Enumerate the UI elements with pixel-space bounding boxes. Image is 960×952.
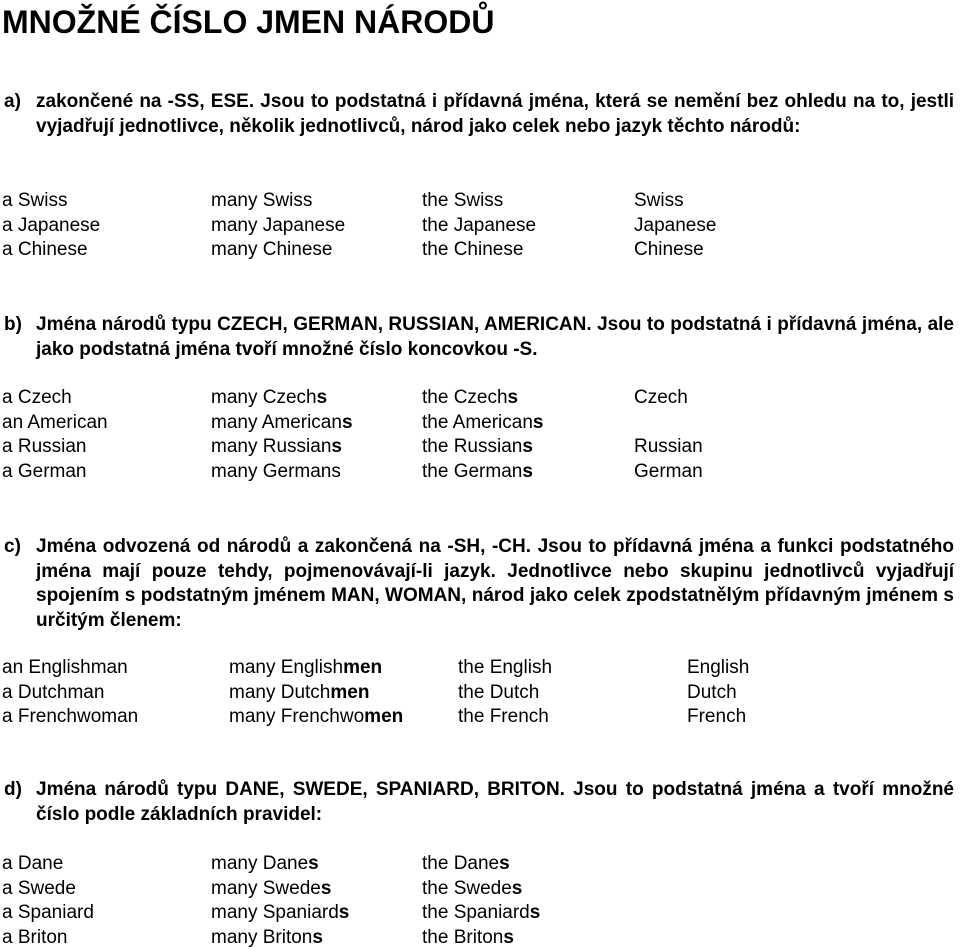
table-cell (634, 238, 704, 263)
cell-text: the French (458, 706, 549, 728)
table-cell (211, 877, 331, 902)
cell-text: many Russian (211, 436, 332, 458)
cell-text: many Japanese (211, 214, 346, 236)
table-cell (422, 926, 514, 951)
table-cell (211, 901, 349, 926)
cell-text: many Dutch (229, 681, 331, 703)
section-label: b) (4, 314, 22, 335)
cell-text: the Russian (422, 436, 523, 458)
cell-text: the German (422, 460, 523, 482)
cell-text: many American (211, 411, 342, 433)
cell-text: the Chinese (422, 239, 524, 261)
section-label: c) (4, 536, 21, 557)
cell-text: a Briton (2, 926, 68, 948)
table-cell (422, 386, 518, 411)
cell-text: many Frenchwo (229, 706, 365, 728)
cell-text: the Swiss (422, 190, 504, 211)
table-cell (211, 460, 341, 485)
plural-ending: men (330, 681, 370, 703)
section-text (36, 90, 954, 139)
section-text: Jména národů typu CZECH, GERMAN, RUSSIAN, AMERICAN. Jsou to podstatná i přídavná jména, ale jako podstatná jména tvoří množné číslo koncovkou -S. (36, 314, 954, 360)
table-cell (422, 877, 522, 902)
table-cell (2, 214, 100, 239)
table-cell (422, 189, 503, 214)
table-cell (211, 386, 327, 411)
table-cell (422, 901, 540, 926)
table-cell (2, 681, 104, 706)
table-cell (687, 656, 749, 681)
table-cell (211, 411, 353, 436)
table-cell (211, 214, 345, 239)
cell-text: many Spaniard (211, 902, 339, 924)
table-cell (422, 435, 533, 460)
cell-text: Chinese (634, 239, 704, 261)
section-text: Jména odvozená od národů a zakončená na -SH, -CH. Jsou to přídavná jména a funkci podstatného jména mají pouze tehdy, pojmenovávají-li jazyk. Jednotlivce nebo skupinu jednotlivců vyjadřují spojením s podstatným jménem MAN, WOMAN, národ jako celek zpodstatnělým přídavným jménem s určitým členem: (36, 536, 954, 631)
table-cell (229, 656, 382, 681)
plural-ending: s (331, 436, 342, 458)
plural-ending: s (499, 853, 510, 874)
cell-text: the Spaniard (422, 902, 530, 924)
section-label: d) (4, 779, 22, 800)
section-a-heading (4, 90, 954, 139)
table-cell (2, 852, 63, 877)
plural-ending: s (312, 926, 323, 948)
cell-text: many Germans (211, 460, 341, 482)
section-intro: zakončené na -SS, ESE. (36, 91, 255, 112)
cell-text: an Englishman (2, 657, 128, 678)
table-cell (634, 214, 716, 239)
section-c-heading (4, 535, 954, 633)
plural-ending: s (316, 387, 328, 408)
table-cell (422, 852, 510, 877)
cell-text: many Czech (211, 387, 317, 408)
page-title: MNOŽNÉ ČÍSLO JMEN NÁRODŮ (2, 4, 495, 40)
table-cell (458, 656, 552, 681)
table-cell (687, 705, 746, 730)
plural-ending: s (507, 387, 519, 408)
cell-text: a Russian (2, 436, 87, 458)
cell-text: a Dutchman (2, 681, 105, 703)
table-cell (211, 238, 332, 263)
cell-text: Japanese (634, 214, 717, 236)
cell-text: many Chinese (211, 239, 333, 261)
table-cell (211, 926, 323, 951)
plural-ending: s (532, 411, 544, 433)
plural-ending: men (343, 657, 383, 678)
table-cell (2, 901, 94, 926)
table-cell (422, 460, 533, 485)
table-cell (458, 705, 549, 730)
cell-text: the Swede (422, 877, 512, 899)
table-cell (2, 411, 108, 436)
cell-text: the American (422, 411, 533, 433)
plural-ending: s (308, 853, 319, 874)
section-label: a) (4, 91, 21, 112)
cell-text: many English (229, 657, 344, 678)
table-cell (634, 386, 688, 411)
section-text: Jména národů typu DANE, SWEDE, SPANIARD, BRITON. Jsou to podstatná jména a tvoří množné číslo podle základních pravidel: (36, 779, 954, 825)
plural-ending: s (338, 902, 350, 924)
section-b-heading (4, 313, 954, 362)
table-cell (634, 435, 703, 460)
table-cell (2, 435, 87, 460)
table-cell (2, 705, 138, 730)
cell-text: German (634, 460, 703, 482)
plural-ending: s (341, 411, 353, 433)
cell-text: Russian (634, 436, 703, 458)
table-cell (422, 238, 523, 263)
cell-text: the Dutch (458, 681, 540, 703)
plural-ending: s (522, 436, 533, 458)
cell-text: a Frenchwoman (2, 706, 139, 728)
cell-text: French (687, 706, 747, 728)
cell-text: a Dane (2, 853, 64, 874)
cell-text: many Swiss (211, 190, 313, 211)
section-body: Jsou to podstatná i přídavná jména, která se nemění bez ohledu na to, jestli vyjadřují jednotlivce, několik jednotlivců, národ jako celek nebo jazyk těchto národů: (36, 91, 955, 137)
table-cell (687, 681, 737, 706)
plural-ending: s (511, 877, 523, 899)
cell-text: many Dane (211, 853, 309, 874)
cell-text: a Chinese (2, 239, 88, 261)
table-cell (2, 460, 86, 485)
cell-text: a Czech (2, 387, 72, 408)
cell-text: the Czech (422, 387, 508, 408)
table-cell (211, 852, 319, 877)
section-d-heading (4, 778, 954, 827)
table-cell (634, 189, 684, 214)
cell-text: a Swede (2, 877, 76, 899)
plural-ending: s (522, 460, 533, 482)
cell-text: the English (458, 657, 553, 678)
table-cell (634, 460, 703, 485)
table-cell (2, 189, 67, 214)
plural-ending: s (320, 877, 332, 899)
table-cell (422, 214, 536, 239)
cell-text: English (687, 657, 750, 678)
table-cell (2, 656, 128, 681)
cell-text: an American (2, 411, 108, 433)
cell-text: the Dane (422, 853, 500, 874)
table-cell (2, 926, 67, 951)
table-cell (458, 681, 539, 706)
cell-text: a Japanese (2, 214, 101, 236)
cell-text: a Spaniard (2, 902, 94, 924)
plural-ending: s (503, 926, 514, 948)
table-cell (2, 238, 88, 263)
cell-text: Dutch (687, 681, 737, 703)
cell-text: Czech (634, 387, 688, 408)
cell-text: many Briton (211, 926, 313, 948)
cell-text: many Swede (211, 877, 321, 899)
table-cell (229, 705, 403, 730)
cell-text: the Briton (422, 926, 504, 948)
cell-text: a German (2, 460, 87, 482)
table-cell (2, 877, 76, 902)
table-cell (211, 435, 342, 460)
table-cell (422, 411, 543, 436)
table-cell (211, 189, 312, 214)
plural-ending: men (364, 706, 404, 728)
cell-text: a Swiss (2, 190, 68, 211)
table-cell (229, 681, 369, 706)
cell-text: the Japanese (422, 214, 537, 236)
cell-text: Swiss (634, 190, 684, 211)
table-cell (2, 386, 72, 411)
plural-ending: s (529, 902, 541, 924)
